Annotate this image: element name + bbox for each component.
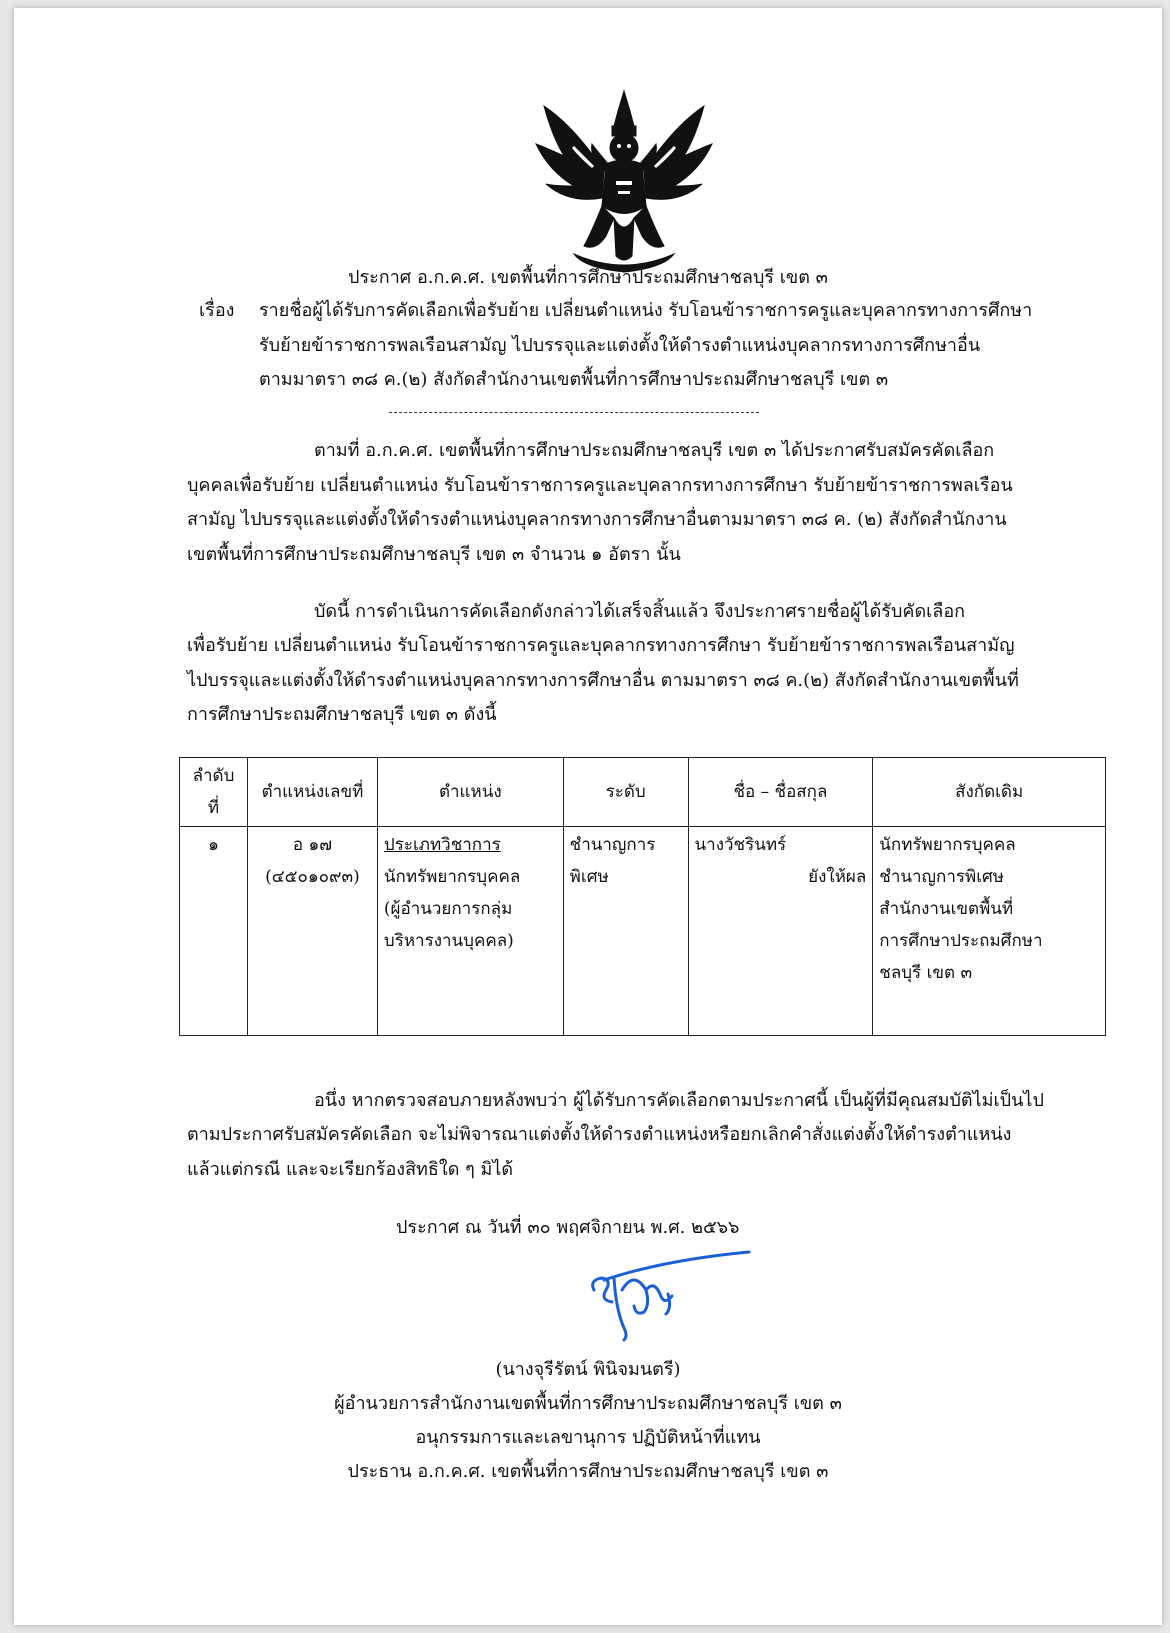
paragraph-line: เพื่อรับย้าย เปลี่ยนตำแหน่ง รับโอนข้าราชการครูและบุคลากรทางการศึกษา รับย้ายข้าราชการพลเรือนสามัญ bbox=[187, 635, 1015, 656]
column-header-origin: สังกัดเดิม bbox=[873, 758, 1106, 827]
cell-level: ชำนาญการ พิเศษ bbox=[563, 827, 688, 1036]
paragraph-line: บุคคลเพื่อรับย้าย เปลี่ยนตำแหน่ง รับโอนข้าราชการครูและบุคลากรทางการศึกษา รับย้ายข้าราชการพลเรือน bbox=[187, 475, 1013, 496]
paragraph-line: บัดนี้ การดำเนินการคัดเลือกดังกล่าวได้เสร็จสิ้นแล้ว จึงประกาศรายชื่อผู้ได้รับคัดเลือก bbox=[314, 601, 966, 622]
last-name: ยังให้ผล bbox=[808, 867, 867, 887]
separator-line bbox=[389, 412, 759, 413]
paragraph-line: การศึกษาประถมศึกษาชลบุรี เขต ๓ ดังนี้ bbox=[187, 704, 497, 725]
column-header-position-no: ตำแหน่งเลขที่ bbox=[247, 758, 377, 827]
table-row bbox=[180, 827, 1106, 1036]
signer-title-line: ผู้อำนวยการสำนักงานเขตพื้นที่การศึกษาประถมศึกษาชลบุรี เขต ๓ bbox=[334, 1393, 842, 1414]
garuda-emblem-icon bbox=[534, 86, 714, 276]
selection-results-table bbox=[179, 757, 1106, 1036]
announcement-date: ประกาศ ณ วันที่ ๓๐ พฤศจิกายน พ.ศ. ๒๕๖๖ bbox=[396, 1217, 740, 1238]
position-type: ประเภทวิชาการ bbox=[383, 835, 501, 855]
paragraph-line: สามัญ ไปบรรจุและแต่งตั้งให้ดำรงตำแหน่งบุคลากรทางการศึกษาอื่นตามมาตรา ๓๘ ค. (๒) สังกัดสำนักงาน bbox=[187, 509, 1007, 530]
paragraph-line: อนึ่ง หากตรวจสอบภายหลังพบว่า ผู้ได้รับการคัดเลือกตามประกาศนี้ เป็นผู้ที่มีคุณสมบัติไม่เป็นไป bbox=[314, 1090, 1044, 1111]
paragraph-line: แล้วแต่กรณี และจะเรียกร้องสิทธิใด ๆ มิได้ bbox=[187, 1159, 514, 1180]
column-header-position: ตำแหน่ง bbox=[377, 758, 563, 827]
table-header-row bbox=[180, 758, 1106, 827]
first-name: นางวัชรินทร์ bbox=[694, 835, 787, 855]
subject-line: รับย้ายข้าราชการพลเรือนสามัญ ไปบรรจุและแต่งตั้งให้ดำรงตำแหน่งบุคลากรทางการศึกษาอื่น bbox=[259, 335, 981, 356]
signer-title-line: ประธาน อ.ก.ค.ศ. เขตพื้นที่การศึกษาประถมศึกษาชลบุรี เขต ๓ bbox=[347, 1461, 829, 1482]
cell-position: ประเภทวิชาการ นักทรัพยากรบุคคล (ผู้อำนวยการกลุ่ม บริหารงานบุคคล) bbox=[377, 827, 563, 1036]
subject-line: ตามมาตรา ๓๘ ค.(๒) สังกัดสำนักงานเขตพื้นที่การศึกษาประถมศึกษาชลบุรี เขต ๓ bbox=[259, 369, 889, 390]
cell-origin: นักทรัพยากรบุคคล ชำนาญการพิเศษ สำนักงานเขตพื้นที่ การศึกษาประถมศึกษา ชลบุรี เขต ๓ bbox=[873, 827, 1106, 1036]
document-page bbox=[14, 8, 1162, 1625]
announcement-title: ประกาศ อ.ก.ค.ศ. เขตพื้นที่การศึกษาประถมศึกษาชลบุรี เขต ๓ bbox=[348, 267, 828, 288]
paragraph-line: ตามประกาศรับสมัครคัดเลือก จะไม่พิจารณาแต่งตั้งให้ดำรงตำแหน่งหรือยกเลิกคำสั่งแต่งตั้งให้ดำรงตำแหน่ง bbox=[187, 1124, 1012, 1145]
cell-no: ๑ bbox=[180, 827, 248, 1036]
cell-name bbox=[688, 827, 873, 1036]
signer-title-line: อนุกรรมการและเลขานุการ ปฏิบัติหน้าที่แทน bbox=[415, 1427, 761, 1448]
paragraph-line: ตามที่ อ.ก.ค.ศ. เขตพื้นที่การศึกษาประถมศึกษาชลบุรี เขต ๓ ได้ประกาศรับสมัครคัดเลือก bbox=[314, 440, 995, 461]
cell-position-no: อ ๑๗ (๔๕๐๑๐๙๓) bbox=[247, 827, 377, 1036]
column-header-level: ระดับ bbox=[563, 758, 688, 827]
subject-label: เรื่อง bbox=[199, 300, 235, 321]
paragraph-line: เขตพื้นที่การศึกษาประถมศึกษาชลบุรี เขต ๓ จำนวน ๑ อัตรา นั้น bbox=[187, 544, 681, 565]
column-header-no: ลำดับ ที่ bbox=[180, 758, 248, 827]
column-header-name: ชื่อ – ชื่อสกุล bbox=[688, 758, 873, 827]
paragraph-line: ไปบรรจุและแต่งตั้งให้ดำรงตำแหน่งบุคลากรทางการศึกษาอื่น ตามมาตรา ๓๘ ค.(๒) สังกัดสำนักงานเขตพื้นที่ bbox=[187, 670, 1019, 691]
signer-name: (นางจุรีรัตน์ พินิจมนตรี) bbox=[495, 1359, 681, 1380]
subject-line: รายชื่อผู้ได้รับการคัดเลือกเพื่อรับย้าย เปลี่ยนตำแหน่ง รับโอนข้าราชการครูและบุคลากรทางการศึกษา bbox=[259, 300, 1033, 321]
signature-icon bbox=[584, 1250, 759, 1350]
